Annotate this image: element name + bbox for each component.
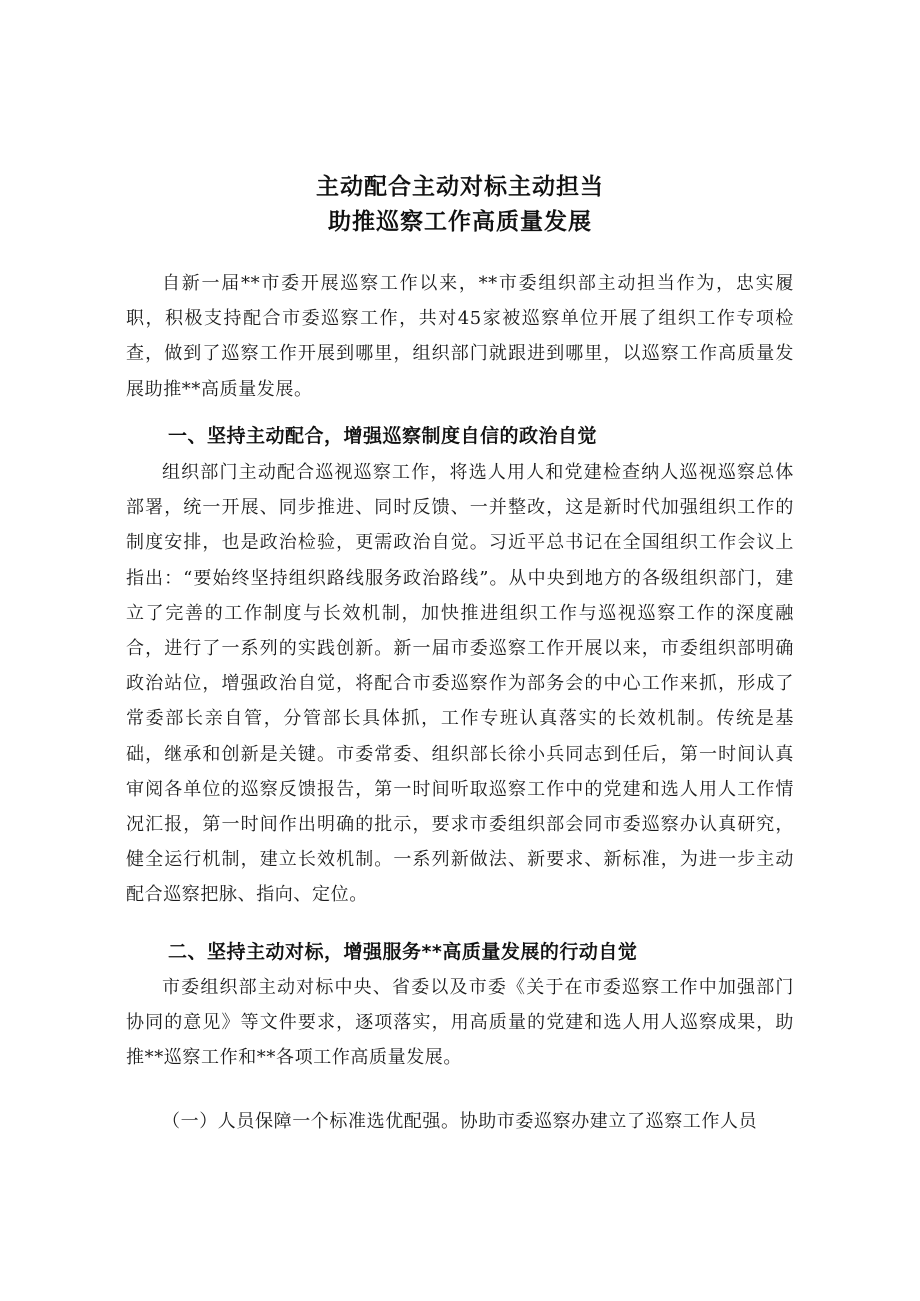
section-2-body-block: [126, 970, 794, 1076]
subsection-1-paragraph: （一）人员保障一个标准选优配强。协助市委巡察办建立了巡察工作人员: [162, 1111, 758, 1132]
document-title-line-2: 助推巡察工作高质量发展: [328, 209, 592, 235]
section-1-heading: 一、坚持主动配合，增强巡察制度自信的政治自觉: [168, 425, 598, 447]
intro-paragraph-block: [126, 266, 794, 407]
section-2-heading: 二、坚持主动对标，增强服务**高质量发展的行动自觉: [168, 941, 638, 963]
document-title-line-1: 主动配合主动对标主动担当: [316, 174, 604, 200]
section-2-paragraph: 市委组织部主动对标中央、省委以及市委《关于在市委巡察工作中加强部门协同的意见》等文件要求，逐项落实，用高质量的党建和选人用人巡察成果，助推**巡察工作和**各项工作高质量发展。: [126, 977, 794, 1069]
subsection-1-block: [162, 1104, 802, 1139]
section-1-body-block: [126, 455, 794, 913]
section-1-paragraph: 组织部门主动配合巡视巡察工作，将选人用人和党建检查纳人巡视巡察总体部署，统一开展、同步推进、同时反馈、一并整改，这是新时代加强组织工作的制度安排，也是政治检验，更需政治自觉。习近平总书记在全国组织工作会议上指出：“要始终坚持组织路线服务政治路线”。从中央到地方的各级组织部门，建立了完善的工作制度与长效机制，加快推进组织工作与巡视巡察工作的深度融合，进行了一系列的实践创新。新一届市委巡察工作开展以来，市委组织部明确政治站位，增强政治自觉，将配合市委巡察作为部务会的中心工作来抓，形成了常委部长亲自管，分管部长具体抓，工作专班认真落实的长效机制。传统是基础，继承和创新是关键。市委常委、组织部长徐小兵同志到任后，第一时间认真审阅各单位的巡察反馈报告，第一时间听取巡察工作中的党建和选人用人工作情况汇报，第一时间作出明确的批示，要求市委组织部会同市委巡察办认真研究，健全运行机制，建立长效机制。一系列新做法、新要求、新标准，为进一步主动配合巡察把脉、指向、定位。: [126, 462, 794, 906]
intro-paragraph: 自新一届**市委开展巡察工作以来，**市委组织部主动担当作为，忠实履职，积极支持配合市委巡察工作，共对45家被巡察单位开展了组织工作专项检查，做到了巡察工作开展到哪里，组织部门就跟进到哪里，以巡察工作高质量发展助推**高质量发展。: [126, 273, 794, 400]
